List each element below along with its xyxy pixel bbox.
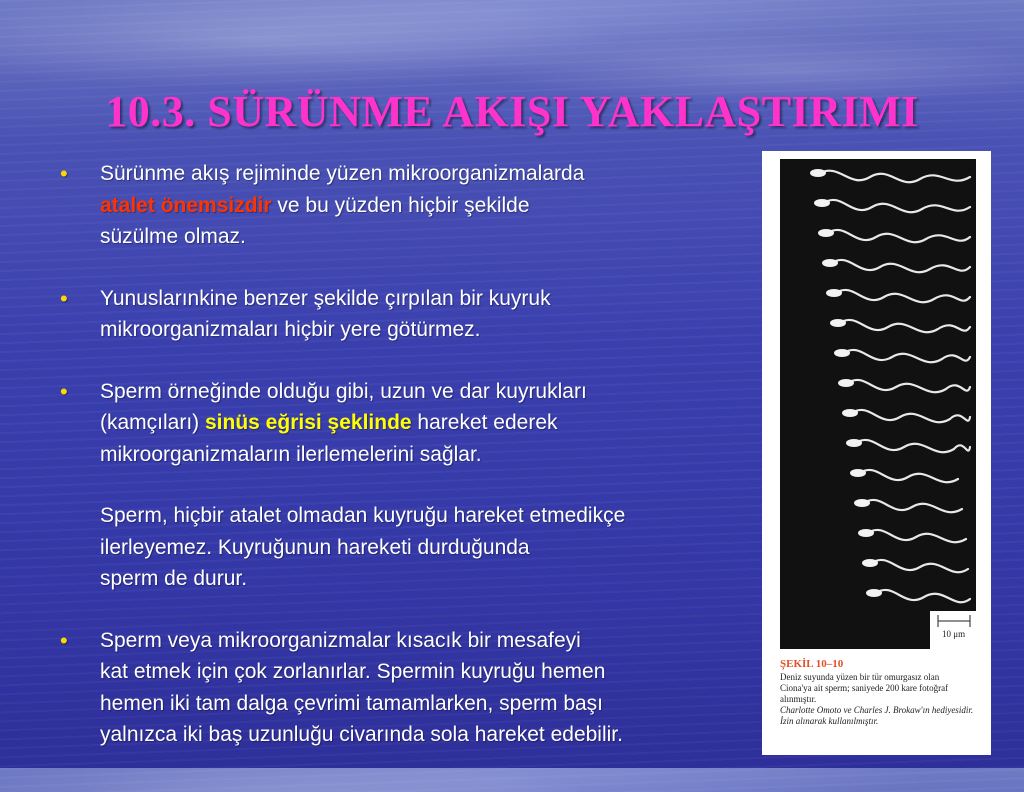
- bullet-text: (kamçıları): [100, 411, 205, 434]
- slide-title: 10.3. SÜRÜNME AKIŞI YAKLAŞTIRIMI: [105, 87, 919, 136]
- bullet-text: hemen iki tam dalga çevrimi tamamlarken, sperm başı: [100, 691, 604, 715]
- bullet-item: [60, 283, 760, 346]
- caption-credit: Charlotte Omoto ve Charles J. Brokaw'ın hediyesidir.: [780, 705, 974, 715]
- bullet-text: mikroorganizmaların ilerlemelerini sağlar.: [100, 442, 482, 466]
- bullet-item: [60, 625, 760, 751]
- bullet-text: Sürünme akış rejiminde yüzen mikroorganizmalarda: [100, 162, 585, 185]
- bullet-dot-icon: •: [60, 378, 68, 404]
- figure-caption: [780, 659, 980, 727]
- caption-credit: İzin alınarak kullanılmıştır.: [780, 716, 879, 726]
- bullet-text: [100, 190, 760, 222]
- sperm-figure: [762, 151, 991, 755]
- sperm-micrograph-image: [780, 159, 976, 649]
- caption-text: Ciona'ya ait sperm; saniyede 200 kare fotoğraf: [780, 683, 949, 693]
- paragraph-text: Sperm, hiçbir atalet olmadan kuyruğu hareket etmedikçe: [100, 504, 626, 527]
- bullet-text: ve bu yüzden hiçbir şekilde: [271, 193, 530, 217]
- bullet-text: Sperm örneğinde olduğu gibi, uzun ve dar kuyrukları: [100, 379, 587, 403]
- highlight-text: atalet önemsizdir: [100, 193, 272, 217]
- bullet-text: Yunuslarınkine benzer şekilde çırpılan bir kuyruk: [100, 286, 551, 310]
- bullet-item: [60, 158, 760, 253]
- bullet-list: [60, 158, 760, 781]
- sub-paragraph: [60, 500, 760, 595]
- bullet-dot-icon: •: [60, 285, 68, 311]
- highlight-text: sinüs eğrisi şeklinde: [205, 411, 412, 434]
- bullet-text: kat etmek için çok zorlanırlar. Spermin kuyruğu hemen: [100, 660, 606, 683]
- bullet-text: Sperm veya mikroorganizmalar kısacık bir mesafeyi: [100, 628, 581, 652]
- caption-text: Deniz suyunda yüzen bir tür omurgasız olan: [780, 672, 940, 682]
- bullet-text: mikroorganizmaları hiçbir yere götürmez.: [100, 318, 481, 341]
- caption-title: ŞEKİL 10–10: [780, 658, 844, 670]
- paragraph-text: sperm de durur.: [100, 567, 248, 590]
- paragraph-text: ilerleyemez. Kuyruğunun hareketi durduğunda: [100, 535, 530, 559]
- scale-bar-label: 10 μm: [942, 629, 966, 639]
- bullet-dot-icon: •: [60, 627, 68, 653]
- bullet-text: hareket ederek: [411, 411, 558, 434]
- bullet-text: süzülme olmaz.: [100, 225, 246, 248]
- bullet-text: yalnızca iki baş uzunluğu civarında sola hareket edebilir.: [100, 723, 623, 746]
- caption-text: alınmıştır.: [780, 694, 817, 704]
- bullet-item: [60, 376, 760, 471]
- bullet-dot-icon: •: [60, 161, 68, 186]
- bullet-text: [100, 407, 760, 439]
